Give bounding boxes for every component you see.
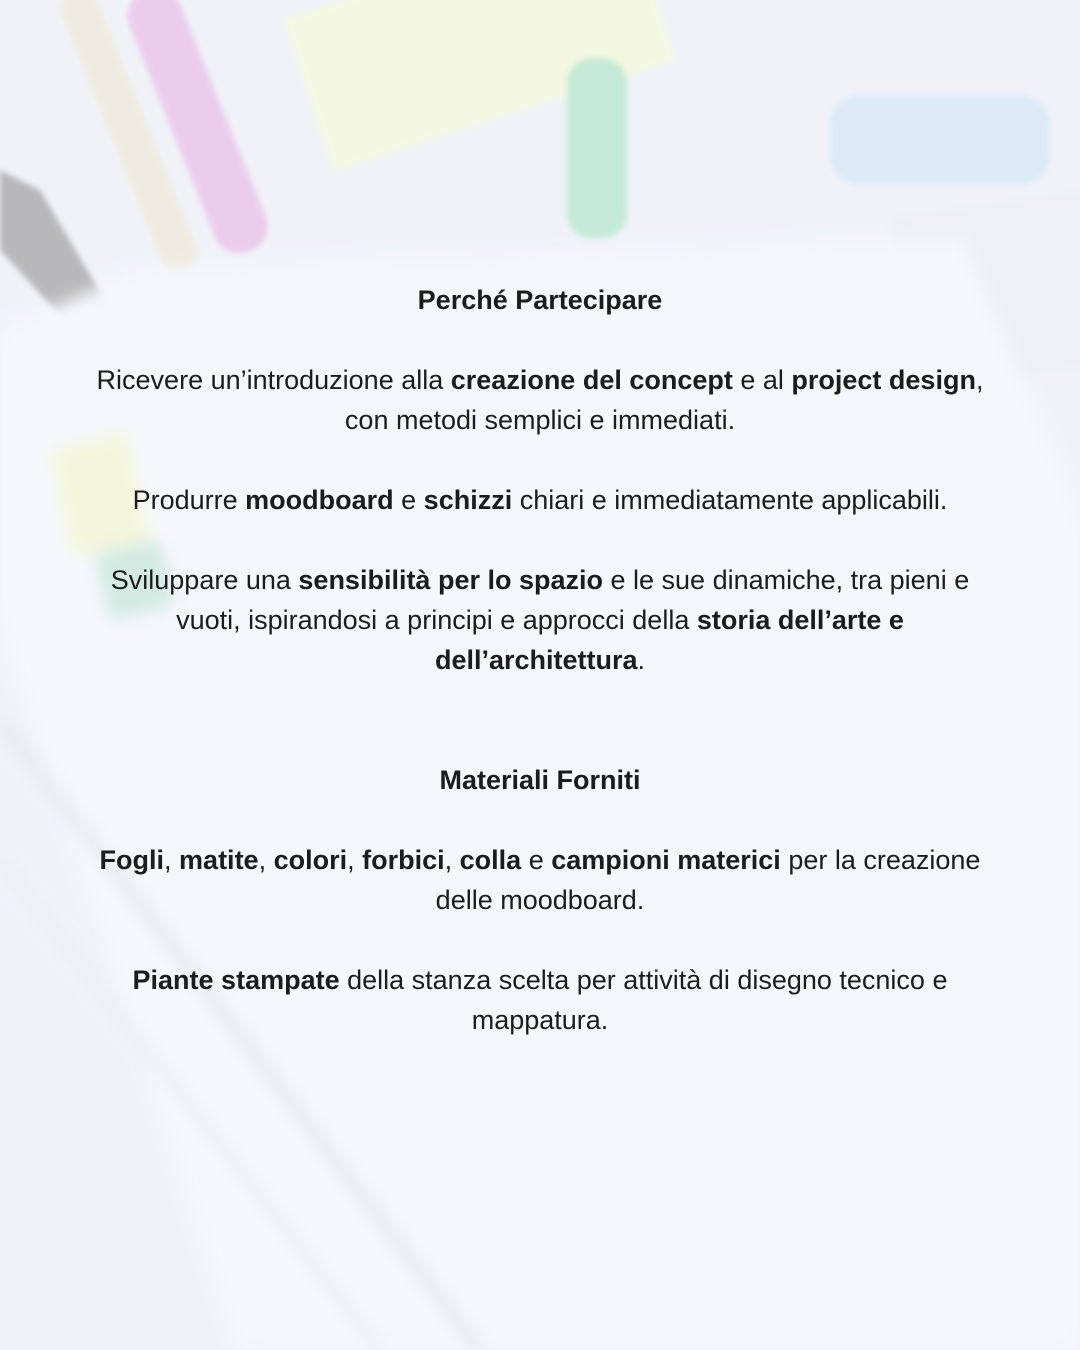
bold-phrase: storia dell’arte e dell’architettura <box>434 605 904 675</box>
text-segment: , <box>164 845 180 875</box>
bold-phrase: sensibilità per lo spazio <box>298 565 603 595</box>
bold-phrase: campioni materici <box>551 845 781 875</box>
text-segment: della stanza scelta per attività di disegno tecnico e mappatura. <box>339 965 948 1035</box>
text-segment: , <box>347 845 363 875</box>
bold-phrase: creazione del concept <box>450 365 733 395</box>
text-segment: Sviluppare una <box>110 565 299 595</box>
text-segment: e <box>393 485 424 515</box>
bold-phrase: schizzi <box>423 485 513 515</box>
section-spacer <box>90 680 990 760</box>
paragraph-materiali <box>90 840 990 920</box>
bold-phrase: colla <box>459 845 522 875</box>
text-segment: . <box>637 645 646 675</box>
bold-phrase: colori <box>273 845 348 875</box>
paragraph-moodboard <box>90 480 990 520</box>
section-materiali-forniti <box>90 760 990 1040</box>
text-segment: chiari e immediatamente applicabili. <box>512 485 948 515</box>
content-block <box>90 280 990 1040</box>
bold-phrase: Fogli <box>99 845 165 875</box>
text-segment: , <box>258 845 274 875</box>
section-perche-partecipare <box>90 280 990 680</box>
paragraph-concept <box>90 360 990 440</box>
text-segment: e le sue dinamiche, tra pieni e vuoti, ispirandosi a principi e approcci della <box>176 565 970 635</box>
text-segment: Produrre <box>132 485 246 515</box>
bold-phrase: forbici <box>362 845 445 875</box>
text-segment: e al <box>732 365 792 395</box>
section-heading: Perché Partecipare <box>417 285 663 315</box>
text-segment: , con metodi semplici e immediati. <box>344 365 984 435</box>
section-heading: Materiali Forniti <box>439 765 641 795</box>
text-segment: e <box>521 845 552 875</box>
text-segment: , <box>444 845 460 875</box>
text-segment: per la creazione delle moodboard. <box>435 845 981 915</box>
paragraph-spazio <box>90 560 990 680</box>
text-segment: Ricevere un’introduzione alla <box>96 365 451 395</box>
bold-phrase: moodboard <box>245 485 394 515</box>
bold-phrase: matite <box>179 845 259 875</box>
paragraph-piante <box>90 960 990 1040</box>
bold-phrase: Piante stampate <box>132 965 340 995</box>
bold-phrase: project design <box>791 365 976 395</box>
